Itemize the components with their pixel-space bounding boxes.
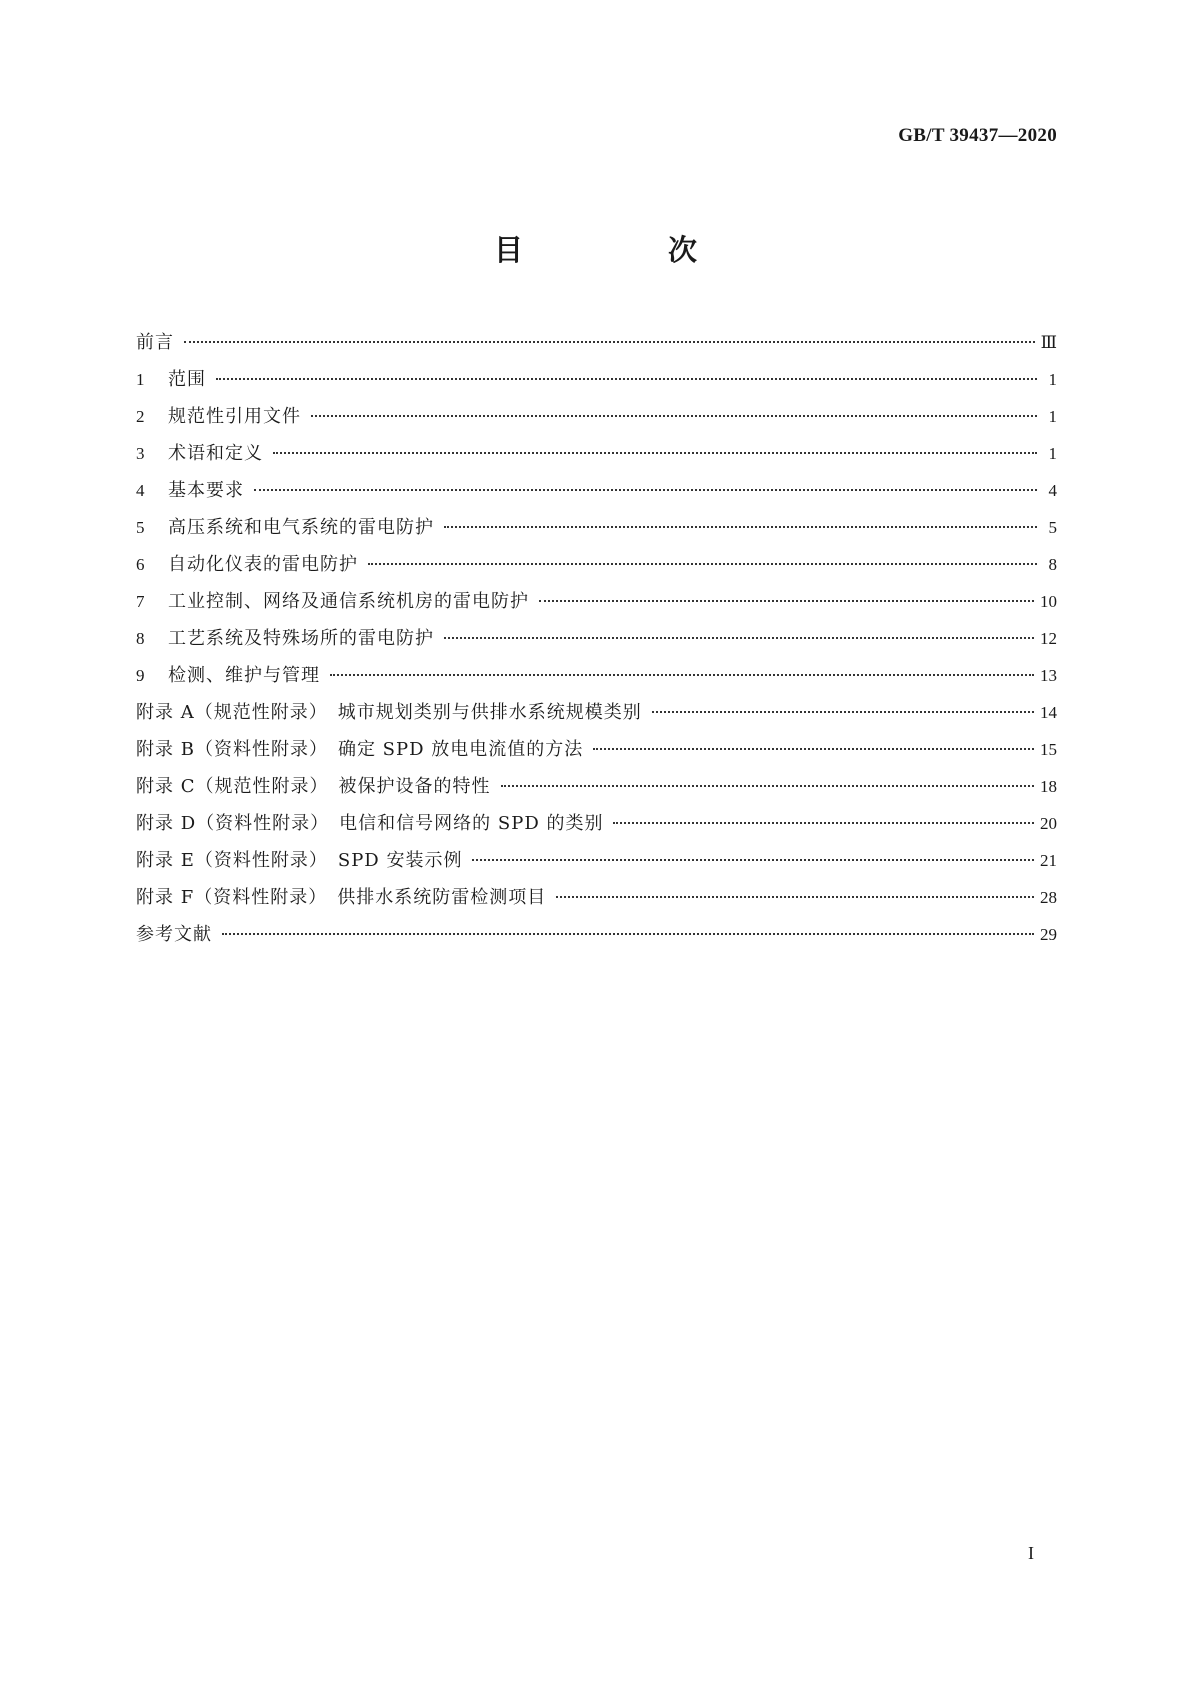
toc-dot-leader [593, 748, 1034, 750]
toc-entry-page: 13 [1040, 666, 1057, 685]
toc-entry-appendix-f[interactable] [136, 879, 1057, 916]
standard-code: GB/T 39437—2020 [898, 125, 1057, 146]
toc-entry-label: 附录 A（规范性附录） 城市规划类别与供排水系统规模类别 [136, 702, 642, 723]
toc-entry-bibliography[interactable] [136, 916, 1057, 953]
toc-entry-page: 20 [1040, 814, 1057, 833]
toc-entry-page: 1 [1048, 370, 1057, 389]
toc-dot-leader [216, 378, 1037, 380]
table-of-contents [136, 324, 1057, 953]
toc-entry-number: 7 [136, 592, 145, 611]
toc-entry-appendix-d[interactable] [136, 805, 1057, 842]
toc-entry-number: 4 [136, 481, 145, 500]
toc-entry-appendix-a[interactable] [136, 694, 1057, 731]
toc-dot-leader [613, 822, 1034, 824]
toc-entry-page: 21 [1040, 851, 1057, 870]
toc-entry-appendix-e[interactable] [136, 842, 1057, 879]
toc-dot-leader [273, 452, 1037, 454]
toc-entry-page: 1 [1048, 444, 1057, 463]
toc-entry-page: 8 [1048, 555, 1057, 574]
toc-entry-7[interactable] [136, 583, 1057, 620]
toc-entry-label: 工艺系统及特殊场所的雷电防护 [168, 628, 434, 649]
toc-entry-4[interactable] [136, 472, 1057, 509]
toc-entry-label: 检测、维护与管理 [168, 665, 320, 686]
toc-entry-label: 附录 E（资料性附录） SPD 安装示例 [136, 850, 463, 871]
toc-dot-leader [254, 489, 1037, 491]
toc-dot-leader [330, 674, 1034, 676]
toc-entry-label: 附录 D（资料性附录） 电信和信号网络的 SPD 的类别 [136, 813, 604, 834]
toc-entry-8[interactable] [136, 620, 1057, 657]
toc-entry-label: 附录 B（资料性附录） 确定 SPD 放电电流值的方法 [136, 739, 584, 760]
toc-entry-5[interactable] [136, 509, 1057, 546]
toc-entry-page: 5 [1048, 518, 1057, 537]
toc-entry-label: 术语和定义 [168, 443, 263, 464]
toc-entry-foreword[interactable] [136, 324, 1057, 361]
toc-entry-label: 工业控制、网络及通信系统机房的雷电防护 [168, 591, 529, 612]
toc-entry-number: 8 [136, 629, 145, 648]
toc-entry-page: 15 [1040, 740, 1057, 759]
toc-entry-number: 1 [136, 370, 145, 389]
toc-dot-leader [472, 859, 1034, 861]
toc-dot-leader [652, 711, 1034, 713]
toc-dot-leader [556, 896, 1034, 898]
toc-entry-page: 10 [1040, 592, 1057, 611]
toc-entry-number: 9 [136, 666, 145, 685]
toc-entry-2[interactable] [136, 398, 1057, 435]
toc-entry-label: 参考文献 [136, 924, 212, 945]
toc-entry-appendix-c[interactable] [136, 768, 1057, 805]
toc-entry-9[interactable] [136, 657, 1057, 694]
toc-dot-leader [222, 933, 1034, 935]
toc-entry-number: 6 [136, 555, 145, 574]
toc-dot-leader [311, 415, 1037, 417]
toc-entry-6[interactable] [136, 546, 1057, 583]
toc-entry-3[interactable] [136, 435, 1057, 472]
toc-entry-label: 基本要求 [168, 480, 244, 501]
toc-dot-leader [184, 341, 1035, 343]
toc-dot-leader [444, 637, 1034, 639]
toc-entry-number: 5 [136, 518, 145, 537]
toc-entry-label: 范围 [168, 369, 206, 390]
toc-entry-label: 规范性引用文件 [168, 406, 301, 427]
page-title: 目 次 [493, 233, 755, 267]
toc-entry-page: Ⅲ [1040, 333, 1057, 352]
toc-entry-label: 附录 F（资料性附录） 供排水系统防雷检测项目 [136, 887, 547, 908]
toc-entry-number: 2 [136, 407, 145, 426]
toc-entry-page: 12 [1040, 629, 1057, 648]
toc-entry-number: 3 [136, 444, 145, 463]
page-number: I [1028, 1543, 1034, 1563]
toc-entry-label: 高压系统和电气系统的雷电防护 [168, 517, 434, 538]
toc-dot-leader [501, 785, 1035, 787]
toc-entry-page: 4 [1048, 481, 1057, 500]
toc-entry-label: 前言 [136, 332, 174, 353]
toc-entry-label: 附录 C（规范性附录） 被保护设备的特性 [136, 776, 491, 797]
toc-entry-page: 1 [1048, 407, 1057, 426]
toc-dot-leader [444, 526, 1037, 528]
toc-entry-label: 自动化仪表的雷电防护 [168, 554, 358, 575]
toc-entry-page: 14 [1040, 703, 1057, 722]
toc-entry-appendix-b[interactable] [136, 731, 1057, 768]
toc-dot-leader [368, 563, 1037, 565]
toc-entry-page: 18 [1040, 777, 1057, 796]
toc-entry-page: 28 [1040, 888, 1057, 907]
toc-dot-leader [539, 600, 1034, 602]
toc-entry-page: 29 [1040, 925, 1057, 944]
toc-entry-1[interactable] [136, 361, 1057, 398]
